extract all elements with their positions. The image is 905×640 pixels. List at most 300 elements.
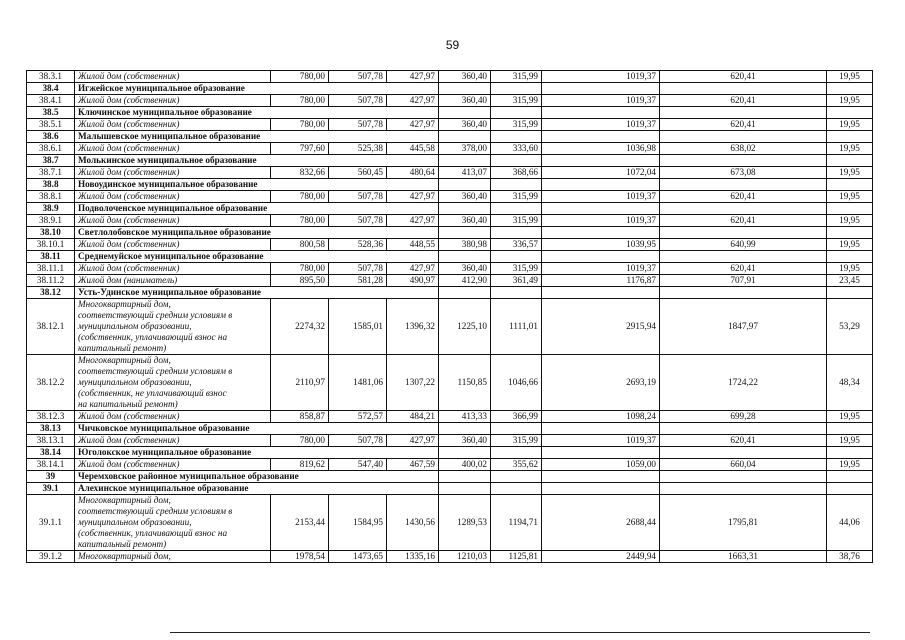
row-code: 38.4 xyxy=(27,83,75,95)
value-cell: 315,99 xyxy=(491,71,542,83)
row-code: 38.12 xyxy=(27,287,75,299)
empty-cell xyxy=(439,203,491,215)
row-description: Жилой дом (наниматель) xyxy=(75,275,271,287)
value-cell: 19,95 xyxy=(827,459,873,471)
value-cell: 44,06 xyxy=(827,495,873,551)
value-cell: 19,95 xyxy=(827,215,873,227)
empty-cell xyxy=(660,471,827,483)
row-code: 39.1.1 xyxy=(27,495,75,551)
empty-cell xyxy=(439,227,491,239)
empty-cell xyxy=(827,179,873,191)
description-line: на капитальный ремонт) xyxy=(78,399,178,409)
empty-cell xyxy=(542,179,660,191)
table-row xyxy=(27,239,873,251)
empty-cell xyxy=(439,483,491,495)
empty-cell xyxy=(542,107,660,119)
value-cell: 378,00 xyxy=(439,143,491,155)
value-cell: 484,21 xyxy=(387,411,439,423)
section-name: Светлолобовское муниципальное образование xyxy=(75,227,439,239)
value-cell: 780,00 xyxy=(271,119,329,131)
row-description: Жилой дом (собственник) xyxy=(75,215,271,227)
value-cell: 2110,97 xyxy=(271,355,329,411)
section-row xyxy=(27,227,873,239)
section-row xyxy=(27,483,873,495)
value-cell: 467,59 xyxy=(387,459,439,471)
value-cell: 1176,87 xyxy=(542,275,660,287)
row-description: Жилой дом (собственник) xyxy=(75,435,271,447)
row-code: 38.12.1 xyxy=(27,299,75,355)
table-row xyxy=(27,459,873,471)
value-cell: 2688,44 xyxy=(542,495,660,551)
row-description: Жилой дом (собственник) xyxy=(75,119,271,131)
value-cell: 2274,32 xyxy=(271,299,329,355)
table-row xyxy=(27,299,873,355)
value-cell: 507,78 xyxy=(329,71,387,83)
empty-cell xyxy=(660,447,827,459)
section-row xyxy=(27,423,873,435)
table-row xyxy=(27,551,873,563)
value-cell: 361,49 xyxy=(491,275,542,287)
table-row xyxy=(27,263,873,275)
empty-cell xyxy=(827,471,873,483)
value-cell: 660,04 xyxy=(660,459,827,471)
value-cell: 620,41 xyxy=(660,191,827,203)
row-code: 38.8.1 xyxy=(27,191,75,203)
row-code: 39.1 xyxy=(27,483,75,495)
empty-cell xyxy=(439,155,491,167)
empty-cell xyxy=(827,155,873,167)
empty-cell xyxy=(827,483,873,495)
row-code: 38.13.1 xyxy=(27,435,75,447)
value-cell: 427,97 xyxy=(387,435,439,447)
row-description xyxy=(75,299,271,355)
row-description: Жилой дом (собственник) xyxy=(75,239,271,251)
value-cell: 360,40 xyxy=(439,95,491,107)
value-cell: 780,00 xyxy=(271,191,329,203)
table-row xyxy=(27,355,873,411)
value-cell: 355,62 xyxy=(491,459,542,471)
row-code: 38.11.2 xyxy=(27,275,75,287)
value-cell: 19,95 xyxy=(827,167,873,179)
value-cell: 1210,03 xyxy=(439,551,491,563)
value-cell: 673,08 xyxy=(660,167,827,179)
table-row xyxy=(27,167,873,179)
description-line: соответствующий средним условиям в xyxy=(78,506,233,516)
value-cell: 448,55 xyxy=(387,239,439,251)
description-line: капитальный ремонт) xyxy=(78,343,167,353)
value-cell: 819,62 xyxy=(271,459,329,471)
empty-cell xyxy=(439,131,491,143)
value-cell: 620,41 xyxy=(660,435,827,447)
value-cell: 528,36 xyxy=(329,239,387,251)
value-cell: 360,40 xyxy=(439,71,491,83)
value-cell: 1481,06 xyxy=(329,355,387,411)
value-cell: 315,99 xyxy=(491,191,542,203)
empty-cell xyxy=(542,131,660,143)
empty-cell xyxy=(439,287,491,299)
description-line: (собственник, уплачивающий взнос на xyxy=(78,528,228,538)
value-cell: 507,78 xyxy=(329,191,387,203)
value-cell: 315,99 xyxy=(491,435,542,447)
empty-cell xyxy=(827,423,873,435)
value-cell: 427,97 xyxy=(387,119,439,131)
value-cell: 780,00 xyxy=(271,71,329,83)
value-cell: 1978,54 xyxy=(271,551,329,563)
table-row xyxy=(27,495,873,551)
row-description: Жилой дом (собственник) xyxy=(75,167,271,179)
empty-cell xyxy=(660,203,827,215)
value-cell: 1194,71 xyxy=(491,495,542,551)
value-cell: 780,00 xyxy=(271,263,329,275)
value-cell: 23,45 xyxy=(827,275,873,287)
empty-cell xyxy=(439,423,491,435)
value-cell: 1396,32 xyxy=(387,299,439,355)
section-name: Чичковское муниципальное образование xyxy=(75,423,439,435)
value-cell: 380,98 xyxy=(439,239,491,251)
section-row xyxy=(27,155,873,167)
empty-cell xyxy=(827,447,873,459)
empty-cell xyxy=(439,471,491,483)
value-cell: 895,50 xyxy=(271,275,329,287)
value-cell: 315,99 xyxy=(491,215,542,227)
description-line: Многоквартирный дом, xyxy=(78,495,171,505)
value-cell: 1307,22 xyxy=(387,355,439,411)
empty-cell xyxy=(491,423,542,435)
section-row xyxy=(27,83,873,95)
value-cell: 638,02 xyxy=(660,143,827,155)
row-code: 38.9.1 xyxy=(27,215,75,227)
section-row xyxy=(27,179,873,191)
value-cell: 427,97 xyxy=(387,263,439,275)
value-cell: 368,66 xyxy=(491,167,542,179)
table-row xyxy=(27,411,873,423)
row-code: 38.6 xyxy=(27,131,75,143)
empty-cell xyxy=(491,155,542,167)
description-line: капитальный ремонт) xyxy=(78,539,167,549)
section-name: Ключинское муниципальное образование xyxy=(75,107,439,119)
value-cell: 699,28 xyxy=(660,411,827,423)
value-cell: 832,66 xyxy=(271,167,329,179)
row-code: 38.13 xyxy=(27,423,75,435)
empty-cell xyxy=(660,423,827,435)
value-cell: 360,40 xyxy=(439,191,491,203)
row-description xyxy=(75,495,271,551)
table-body xyxy=(27,71,873,563)
value-cell: 1430,56 xyxy=(387,495,439,551)
description-line: соответствующий средним условиям в xyxy=(78,366,233,376)
empty-cell xyxy=(491,203,542,215)
row-code: 38.11.1 xyxy=(27,263,75,275)
value-cell: 547,40 xyxy=(329,459,387,471)
value-cell: 1019,37 xyxy=(542,71,660,83)
value-cell: 780,00 xyxy=(271,435,329,447)
row-description: Жилой дом (собственник) xyxy=(75,459,271,471)
value-cell: 640,99 xyxy=(660,239,827,251)
value-cell: 507,78 xyxy=(329,435,387,447)
empty-cell xyxy=(491,227,542,239)
empty-cell xyxy=(439,107,491,119)
value-cell: 858,87 xyxy=(271,411,329,423)
empty-cell xyxy=(660,483,827,495)
row-description: Жилой дом (собственник) xyxy=(75,71,271,83)
table-row xyxy=(27,215,873,227)
section-row xyxy=(27,447,873,459)
value-cell: 1150,85 xyxy=(439,355,491,411)
row-code: 38.7.1 xyxy=(27,167,75,179)
row-code: 38.14 xyxy=(27,447,75,459)
value-cell: 315,99 xyxy=(491,119,542,131)
description-line: (собственник, не уплачивающий взнос xyxy=(78,388,227,398)
row-code: 38.14.1 xyxy=(27,459,75,471)
empty-cell xyxy=(491,287,542,299)
empty-cell xyxy=(542,447,660,459)
empty-cell xyxy=(542,203,660,215)
row-description: Жилой дом (собственник) xyxy=(75,143,271,155)
empty-cell xyxy=(660,83,827,95)
value-cell: 360,40 xyxy=(439,435,491,447)
section-name: Алехинское муниципальное образование xyxy=(75,483,439,495)
value-cell: 800,58 xyxy=(271,239,329,251)
value-cell: 507,78 xyxy=(329,95,387,107)
description-line: муниципальном образовании, xyxy=(78,321,192,331)
row-code: 38.6.1 xyxy=(27,143,75,155)
value-cell: 620,41 xyxy=(660,263,827,275)
empty-cell xyxy=(491,251,542,263)
section-row xyxy=(27,287,873,299)
empty-cell xyxy=(542,155,660,167)
empty-cell xyxy=(439,251,491,263)
value-cell: 1473,65 xyxy=(329,551,387,563)
value-cell: 333,60 xyxy=(491,143,542,155)
section-row xyxy=(27,107,873,119)
value-cell: 19,95 xyxy=(827,239,873,251)
row-description: Многоквартирный дом, xyxy=(75,551,271,563)
table-row xyxy=(27,119,873,131)
bottom-rule xyxy=(170,632,870,633)
value-cell: 1289,53 xyxy=(439,495,491,551)
empty-cell xyxy=(542,83,660,95)
description-line: Многоквартирный дом, xyxy=(78,299,171,309)
value-cell: 620,41 xyxy=(660,215,827,227)
value-cell: 1724,22 xyxy=(660,355,827,411)
description-line: соответствующий средним условиям в xyxy=(78,310,233,320)
empty-cell xyxy=(491,483,542,495)
page-number: 59 xyxy=(445,38,460,52)
value-cell: 797,60 xyxy=(271,143,329,155)
empty-cell xyxy=(660,287,827,299)
empty-cell xyxy=(827,131,873,143)
row-code: 38.10.1 xyxy=(27,239,75,251)
value-cell: 780,00 xyxy=(271,215,329,227)
section-row xyxy=(27,203,873,215)
row-code: 39 xyxy=(27,471,75,483)
empty-cell xyxy=(542,483,660,495)
value-cell: 445,58 xyxy=(387,143,439,155)
description-line: Многоквартирный дом, xyxy=(78,355,171,365)
description-line: (собственник, уплачивающий взнос на xyxy=(78,332,228,342)
value-cell: 620,41 xyxy=(660,95,827,107)
value-cell: 413,07 xyxy=(439,167,491,179)
table-row xyxy=(27,95,873,107)
tariff-table xyxy=(26,70,873,563)
value-cell: 620,41 xyxy=(660,119,827,131)
row-code: 38.4.1 xyxy=(27,95,75,107)
value-cell: 2693,19 xyxy=(542,355,660,411)
value-cell: 427,97 xyxy=(387,71,439,83)
value-cell: 572,57 xyxy=(329,411,387,423)
value-cell: 1795,81 xyxy=(660,495,827,551)
row-code: 38.9 xyxy=(27,203,75,215)
value-cell: 427,97 xyxy=(387,215,439,227)
empty-cell xyxy=(827,203,873,215)
value-cell: 560,45 xyxy=(329,167,387,179)
value-cell: 366,99 xyxy=(491,411,542,423)
value-cell: 1019,37 xyxy=(542,263,660,275)
value-cell: 400,02 xyxy=(439,459,491,471)
value-cell: 2153,44 xyxy=(271,495,329,551)
empty-cell xyxy=(491,107,542,119)
value-cell: 1847,97 xyxy=(660,299,827,355)
section-row xyxy=(27,131,873,143)
value-cell: 360,40 xyxy=(439,263,491,275)
description-line: муниципальном образовании, xyxy=(78,377,192,387)
value-cell: 19,95 xyxy=(827,119,873,131)
value-cell: 1019,37 xyxy=(542,119,660,131)
row-code: 38.12.2 xyxy=(27,355,75,411)
value-cell: 1039,95 xyxy=(542,239,660,251)
empty-cell xyxy=(827,251,873,263)
value-cell: 1585,01 xyxy=(329,299,387,355)
value-cell: 1019,37 xyxy=(542,215,660,227)
empty-cell xyxy=(491,447,542,459)
value-cell: 1098,24 xyxy=(542,411,660,423)
value-cell: 581,28 xyxy=(329,275,387,287)
value-cell: 315,99 xyxy=(491,263,542,275)
section-name: Среднемуйское муниципальное образование xyxy=(75,251,439,263)
value-cell: 360,40 xyxy=(439,119,491,131)
table-row xyxy=(27,191,873,203)
empty-cell xyxy=(660,179,827,191)
value-cell: 525,38 xyxy=(329,143,387,155)
value-cell: 336,57 xyxy=(491,239,542,251)
value-cell: 2449,94 xyxy=(542,551,660,563)
empty-cell xyxy=(660,107,827,119)
empty-cell xyxy=(827,227,873,239)
row-code: 39.1.2 xyxy=(27,551,75,563)
empty-cell xyxy=(660,131,827,143)
empty-cell xyxy=(491,179,542,191)
empty-cell xyxy=(439,447,491,459)
section-name: Игжейское муниципальное образование xyxy=(75,83,439,95)
empty-cell xyxy=(542,423,660,435)
empty-cell xyxy=(827,83,873,95)
empty-cell xyxy=(827,107,873,119)
value-cell: 1111,01 xyxy=(491,299,542,355)
empty-cell xyxy=(827,287,873,299)
empty-cell xyxy=(491,131,542,143)
value-cell: 1335,16 xyxy=(387,551,439,563)
empty-cell xyxy=(491,471,542,483)
value-cell: 19,95 xyxy=(827,435,873,447)
empty-cell xyxy=(542,287,660,299)
value-cell: 707,91 xyxy=(660,275,827,287)
value-cell: 507,78 xyxy=(329,119,387,131)
section-name: Малышевское муниципальное образование xyxy=(75,131,439,143)
empty-cell xyxy=(660,227,827,239)
row-description: Жилой дом (собственник) xyxy=(75,411,271,423)
value-cell: 413,33 xyxy=(439,411,491,423)
section-row xyxy=(27,471,873,483)
value-cell: 48,34 xyxy=(827,355,873,411)
value-cell: 1125,81 xyxy=(491,551,542,563)
value-cell: 1019,37 xyxy=(542,191,660,203)
section-name: Молькинское муниципальное образование xyxy=(75,155,439,167)
value-cell: 38,76 xyxy=(827,551,873,563)
row-code: 38.10 xyxy=(27,227,75,239)
value-cell: 19,95 xyxy=(827,71,873,83)
value-cell: 315,99 xyxy=(491,95,542,107)
empty-cell xyxy=(542,227,660,239)
value-cell: 507,78 xyxy=(329,263,387,275)
value-cell: 19,95 xyxy=(827,411,873,423)
row-description: Жилой дом (собственник) xyxy=(75,95,271,107)
value-cell: 360,40 xyxy=(439,215,491,227)
empty-cell xyxy=(660,155,827,167)
row-code: 38.8 xyxy=(27,179,75,191)
row-description: Жилой дом (собственник) xyxy=(75,263,271,275)
description-line: муниципальном образовании, xyxy=(78,517,192,527)
section-row xyxy=(27,251,873,263)
value-cell: 1019,37 xyxy=(542,435,660,447)
row-code: 38.5.1 xyxy=(27,119,75,131)
section-name: Подволоченское муниципальное образование xyxy=(75,203,439,215)
row-description: Жилой дом (собственник) xyxy=(75,191,271,203)
row-code: 38.7 xyxy=(27,155,75,167)
value-cell: 1584,95 xyxy=(329,495,387,551)
value-cell: 19,95 xyxy=(827,95,873,107)
value-cell: 620,41 xyxy=(660,71,827,83)
row-code: 38.3.1 xyxy=(27,71,75,83)
section-name: Юголокское муниципальное образование xyxy=(75,447,439,459)
empty-cell xyxy=(439,179,491,191)
value-cell: 1059,00 xyxy=(542,459,660,471)
empty-cell xyxy=(439,83,491,95)
value-cell: 19,95 xyxy=(827,191,873,203)
value-cell: 780,00 xyxy=(271,95,329,107)
value-cell: 1036,98 xyxy=(542,143,660,155)
row-code: 38.5 xyxy=(27,107,75,119)
value-cell: 412,90 xyxy=(439,275,491,287)
value-cell: 19,95 xyxy=(827,263,873,275)
value-cell: 427,97 xyxy=(387,191,439,203)
value-cell: 480,64 xyxy=(387,167,439,179)
table-row xyxy=(27,435,873,447)
value-cell: 19,95 xyxy=(827,143,873,155)
table-row xyxy=(27,275,873,287)
section-name: Черемховское районное муниципальное образование xyxy=(75,471,439,483)
section-name: Новоудинское муниципальное образование xyxy=(75,179,439,191)
section-name: Усть-Удинское муниципальное образование xyxy=(75,287,439,299)
empty-cell xyxy=(660,251,827,263)
value-cell: 1225,10 xyxy=(439,299,491,355)
value-cell: 1019,37 xyxy=(542,95,660,107)
value-cell: 490,97 xyxy=(387,275,439,287)
value-cell: 1072,04 xyxy=(542,167,660,179)
value-cell: 1046,66 xyxy=(491,355,542,411)
value-cell: 1663,31 xyxy=(660,551,827,563)
value-cell: 427,97 xyxy=(387,95,439,107)
row-code: 38.11 xyxy=(27,251,75,263)
